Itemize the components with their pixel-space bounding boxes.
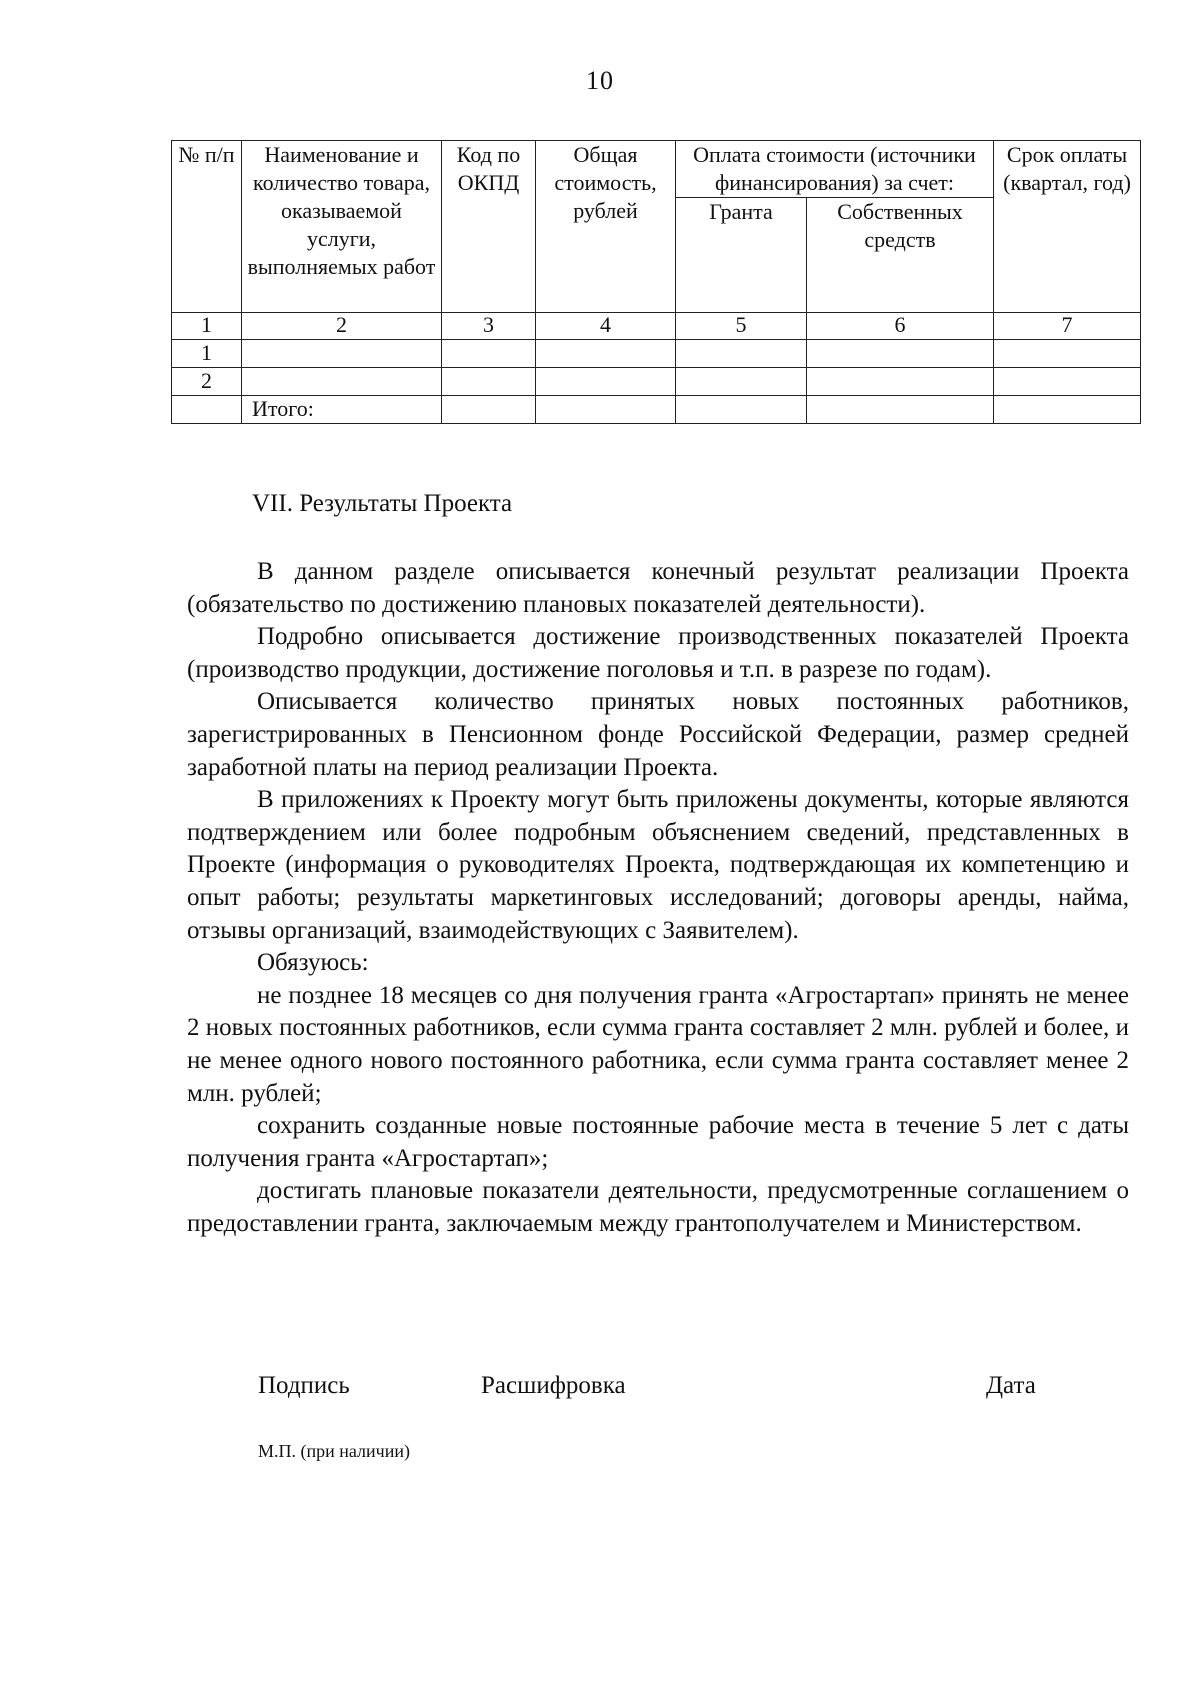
body-text (187, 556, 1129, 1240)
row-grant-cell (676, 340, 807, 368)
column-number: 1 (172, 313, 242, 340)
stamp-note: М.П. (при наличии) (258, 1441, 410, 1461)
paragraph: Обязуюсь: (257, 949, 369, 977)
paragraph: не позднее 18 месяцев со дня получения гранта «Агростартап» принять не менее 2 новых постоянных работников, если сумма гранта составляет 2 млн. рублей и более, и не менее одного нового постоянного работника, если сумма гранта составляет менее 2 млн. рублей; (187, 981, 1129, 1107)
section-heading: VII. Результаты Проекта (252, 490, 513, 517)
row-own-cell (807, 340, 994, 368)
total-grant-cell (676, 396, 807, 424)
row-own-cell (807, 368, 994, 396)
row-name-cell (242, 368, 442, 396)
total-row (172, 396, 1141, 424)
header-total: Общая стоимость, рублей (536, 141, 676, 313)
paragraph: Подробно описывается достижение производственных показателей Проекта (производство продукции, достижение поголовья и т.п. в разрезе по годам). (187, 623, 1129, 683)
total-term-cell (994, 396, 1141, 424)
budget-table (171, 140, 1141, 424)
decode-label: Расшифровка (481, 1372, 626, 1399)
page-number: 10 (586, 66, 614, 95)
signature-label: Подпись (258, 1372, 350, 1399)
total-own-cell (807, 396, 994, 424)
column-number: 3 (442, 313, 536, 340)
paragraph: В данном разделе описывается конечный результат реализации Проекта (обязательство по достижению плановых показателей деятельности). (187, 558, 1129, 618)
header-grant: Гранта (676, 198, 807, 313)
header-payment: Оплата стоимости (источники финансирования) за счет: (676, 141, 994, 198)
table-row (172, 340, 1141, 368)
header-own: Собственных средств (807, 198, 994, 313)
row-number: 1 (172, 340, 242, 368)
column-number: 5 (676, 313, 807, 340)
header-num: № п/п (172, 141, 242, 313)
header-code: Код по ОКПД (442, 141, 536, 313)
total-num-cell (172, 396, 242, 424)
row-grant-cell (676, 368, 807, 396)
date-label: Дата (986, 1372, 1036, 1399)
row-number: 2 (172, 368, 242, 396)
row-term-cell (994, 340, 1141, 368)
total-total-cell (536, 396, 676, 424)
paragraph: В приложениях к Проекту могут быть приложены документы, которые являются подтверждением или более подробным объяснением сведений, представленных в Проекте (информация о руководителях Проекта, подтверждающая их компетенцию и опыт работы; результаты маркетинговых исследований; договоры аренды, найма, отзывы организаций, взаимодействующих с Заявителем). (187, 786, 1129, 944)
column-number: 4 (536, 313, 676, 340)
column-number: 2 (242, 313, 442, 340)
row-total-cell (536, 340, 676, 368)
header-term: Срок оплаты (квартал, год) (994, 141, 1141, 313)
column-number: 7 (994, 313, 1141, 340)
header-name: Наименование и количество товара, оказываемой услуги, выполняемых работ (242, 141, 442, 313)
total-label: Итого: (242, 396, 442, 424)
total-code-cell (442, 396, 536, 424)
row-code-cell (442, 368, 536, 396)
table-row (172, 368, 1141, 396)
paragraph: достигать плановые показатели деятельности, предусмотренные соглашением о предоставлении гранта, заключаемым между грантополучателем и Министерством. (187, 1177, 1129, 1237)
paragraph: Описывается количество принятых новых постоянных работников, зарегистрированных в Пенсионном фонде Российской Федерации, размер средней заработной платы на период реализации Проекта. (187, 688, 1129, 781)
column-number: 6 (807, 313, 994, 340)
paragraph: сохранить созданные новые постоянные рабочие места в течение 5 лет с даты получения гранта «Агростартап»; (187, 1112, 1129, 1172)
row-name-cell (242, 340, 442, 368)
row-code-cell (442, 340, 536, 368)
row-total-cell (536, 368, 676, 396)
column-numbers-row (172, 313, 1141, 340)
row-term-cell (994, 368, 1141, 396)
